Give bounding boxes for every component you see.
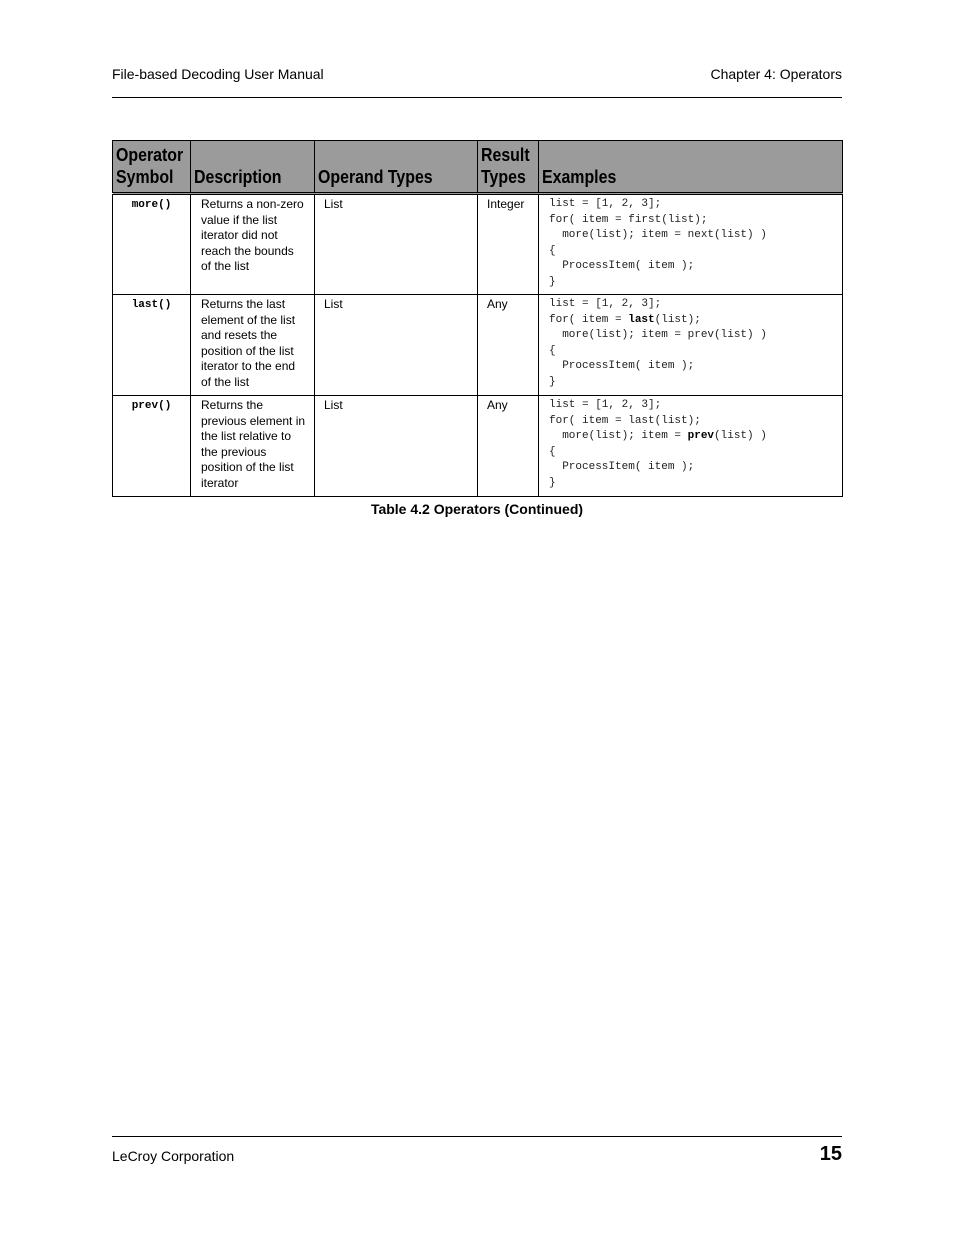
operand-types: List [315,396,478,497]
code-segment: more(list); item = next(list) ) [549,229,767,242]
col-header-line: Description [194,166,282,187]
description-line: reach the bounds [201,243,294,258]
col-header-line: Result [481,144,530,165]
code-line [549,460,838,476]
code-line [549,375,838,391]
code-segment: (list) ) [714,430,767,443]
description-line: the list relative to [201,429,292,444]
code-example [539,194,843,295]
running-header-chapter: Chapter 4: Operators [710,66,842,82]
page-number: 15 [819,1143,842,1165]
col-header-line: Types [481,166,526,187]
col-header-result-types [478,141,539,194]
code-segment: list = [1, 2, 3]; [549,399,662,411]
code-line [549,414,838,430]
operator-description [191,396,315,497]
code-line [549,297,838,313]
operator-description [191,194,315,295]
code-segment: (list); [654,313,701,326]
code-segment: { [549,244,556,257]
code-segment: for( item = first(list); [549,213,708,226]
result-types: Any [478,396,539,497]
operators-table [112,140,843,497]
code-segment: { [549,344,556,357]
code-segment: more(list); item = prev(list) ) [549,329,767,342]
code-line [549,259,838,275]
code-segment: ProcessItem( item ); [549,360,695,373]
description-line: previous element in [201,413,306,428]
description-line: the previous [201,444,267,459]
table-row [113,295,843,396]
col-header-line: Symbol [116,166,174,187]
table-row [113,194,843,295]
code-highlight: prev [687,430,715,443]
code-segment: } [549,375,556,388]
code-example [539,295,843,396]
footer-company: LeCroy Corporation [112,1148,235,1164]
code-segment: list = [1, 2, 3]; [549,298,662,310]
code-segment: more(list); item = [549,430,688,443]
col-header-line: Operand Types [318,166,433,187]
result-types: Integer [478,194,539,295]
description-line: and resets the [201,328,278,343]
code-line [549,344,838,360]
description-line: position of the list [201,460,294,475]
operator-symbol: prev() [113,396,191,497]
code-segment: { [549,445,556,458]
description-line: iterator did not [201,228,278,243]
table-caption: Table 4.2 Operators (Continued) [370,501,584,517]
code-line [549,213,838,229]
table-body [113,194,843,497]
code-line [549,359,838,375]
footer-rule [112,1136,842,1137]
code-line [549,328,838,344]
col-header-description [191,141,315,194]
code-line [549,228,838,244]
description-line: Returns the [201,398,264,412]
description-line: of the list [201,374,250,389]
code-segment: for( item = last(list); [549,414,701,427]
col-header-line: Operator [116,144,184,165]
code-line [549,445,838,461]
code-segment: list = [1, 2, 3]; [549,198,662,210]
table-row [113,396,843,497]
description-line: Returns the last [201,297,286,311]
result-types: Any [478,295,539,396]
description-line: value if the list [201,212,278,227]
header-rule [112,97,842,98]
col-header-examples [539,141,843,194]
code-line [549,398,838,414]
col-header-line: Examples [542,166,617,187]
operator-description [191,295,315,396]
operator-symbol: more() [113,194,191,295]
description-line: iterator [201,475,239,490]
description-line: element of the list [201,312,296,327]
description-line: position of the list [201,343,294,358]
description-line: Returns a non-zero [201,197,304,211]
code-segment: } [549,275,556,288]
code-line [549,275,838,291]
code-line [549,476,838,492]
code-example [539,396,843,497]
col-header-operand-types [315,141,478,194]
operand-types: List [315,194,478,295]
code-segment: ProcessItem( item ); [549,260,695,273]
code-line [549,313,838,329]
code-segment: ProcessItem( item ); [549,461,695,474]
code-line [549,429,838,445]
table-header-row [113,141,843,194]
col-header-operator-symbol [113,141,191,194]
code-segment: } [549,476,556,489]
code-segment: for( item = [549,313,629,326]
code-line [549,197,838,213]
description-line: iterator to the end [201,359,296,374]
running-header-title: File-based Decoding User Manual [112,66,324,82]
description-line: of the list [201,259,250,274]
operand-types: List [315,295,478,396]
operator-symbol: last() [113,295,191,396]
code-line [549,244,838,260]
code-highlight: last [628,313,655,326]
